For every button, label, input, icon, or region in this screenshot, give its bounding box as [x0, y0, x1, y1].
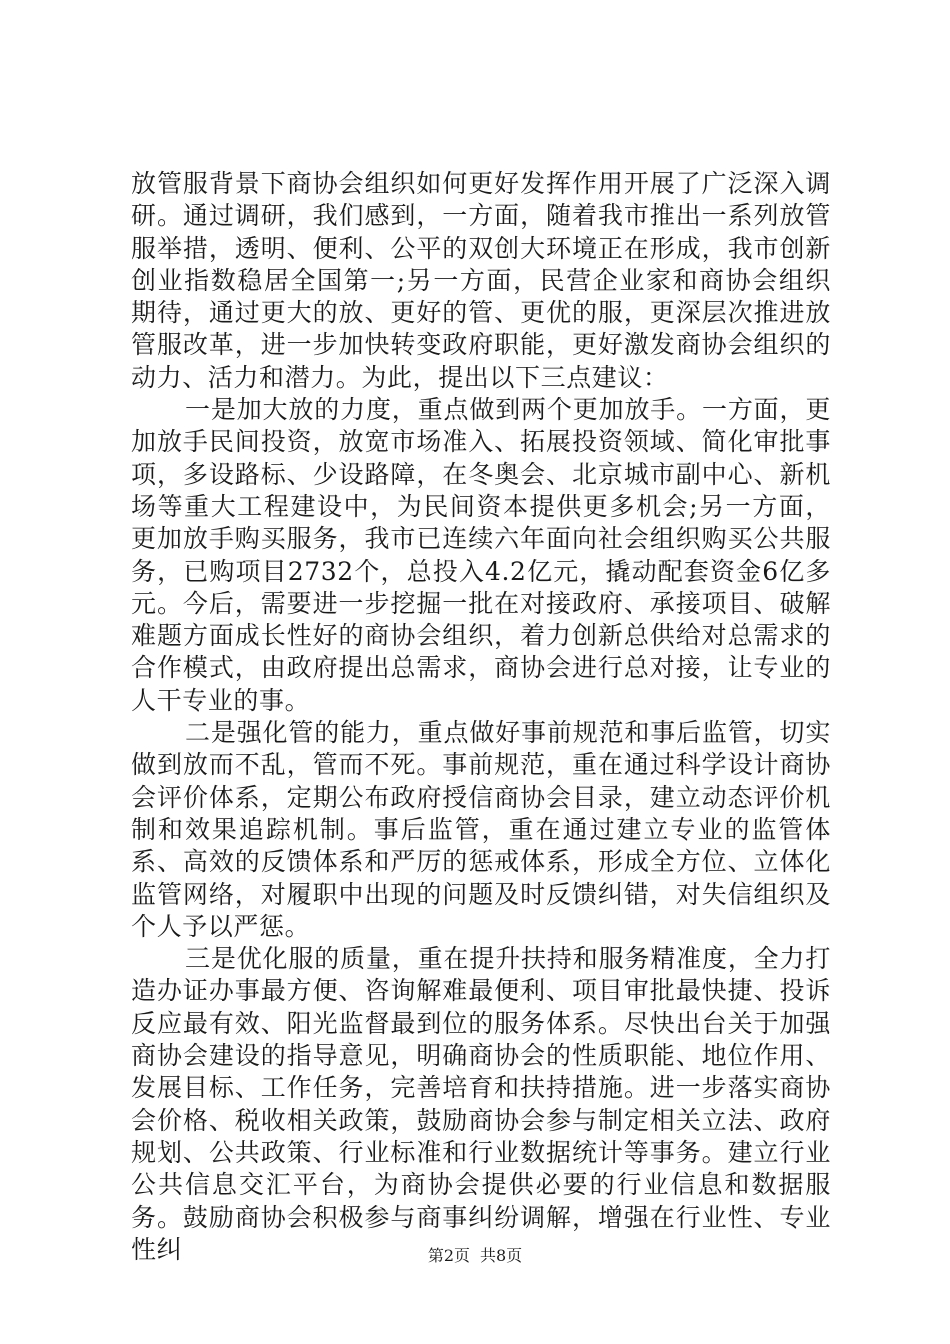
paragraph-4: 三是优化服的质量，重在提升扶持和服务精准度，全力打造办证办事最方便、咨询解难最便利、项目审批最快捷、投诉反应最有效、阳光监督最到位的服务体系。尽快出台关于加强商协会建设的指导意见，明确商协会的性质职能、地位作用、发展目标、工作任务，完善培育和扶持措施。进一步落实商协会价格、税收相关政策，鼓励商协会参与制定相关立法、政府规划、公共政策、行业标准和行业数据统计等事务。建立行业公共信息交汇平台，为商协会提供必要的行业信息和数据服务。鼓励商协会积极参与商事纠纷调解，增强在行业性、专业性纠 [131, 944, 831, 1264]
page-total: 共8页 [480, 1246, 523, 1265]
page-number: 第2页 [427, 1246, 470, 1265]
paragraph-1: 放管服背景下商协会组织如何更好发挥作用开展了广泛深入调研。通过调研，我们感到，一方面，随着我市推出一系列放管服举措，透明、便利、公平的双创大环境正在形成，我市创新创业指数稳居全国第一;另一方面，民营企业家和商协会组织期待，通过更大的放、更好的管、更优的服，更深层次推进放管服改革，进一步加快转变政府职能，更好激发商协会组织的动力、活力和潜力。为此，提出以下三点建议： [131, 169, 831, 392]
paragraph-3: 二是强化管的能力，重点做好事前规范和事后监管，切实做到放而不乱，管而不死。事前规范，重在通过科学设计商协会评价体系，定期公布政府授信商协会目录，建立动态评价机制和效果追踪机制。事后监管，重在通过建立专业的监管体系、高效的反馈体系和严厉的惩戒体系，形成全方位、立体化监管网络，对履职中出现的问题及时反馈纠错，对失信组织及个人予以严惩。 [131, 718, 831, 941]
body-text [131, 168, 831, 1266]
paragraph-2: 一是加大放的力度，重点做到两个更加放手。一方面，更加放手民间投资，放宽市场准入、拓展投资领域、简化审批事项，多设路标、少设路障，在冬奥会、北京城市副中心、新机场等重大工程建设中，为民间资本提供更多机会;另一方面，更加放手购买服务，我市已连续六年面向社会组织购买公共服务，已购项目2732个，总投入4.2亿元，撬动配套资金6亿多元。今后，需要进一步挖掘一批在对接政府、承接项目、破解难题方面成长性好的商协会组织，着力创新总供给对总需求的合作模式，由政府提出总需求，商协会进行总对接，让专业的人干专业的事。 [131, 395, 831, 715]
page-footer [0, 1245, 950, 1267]
